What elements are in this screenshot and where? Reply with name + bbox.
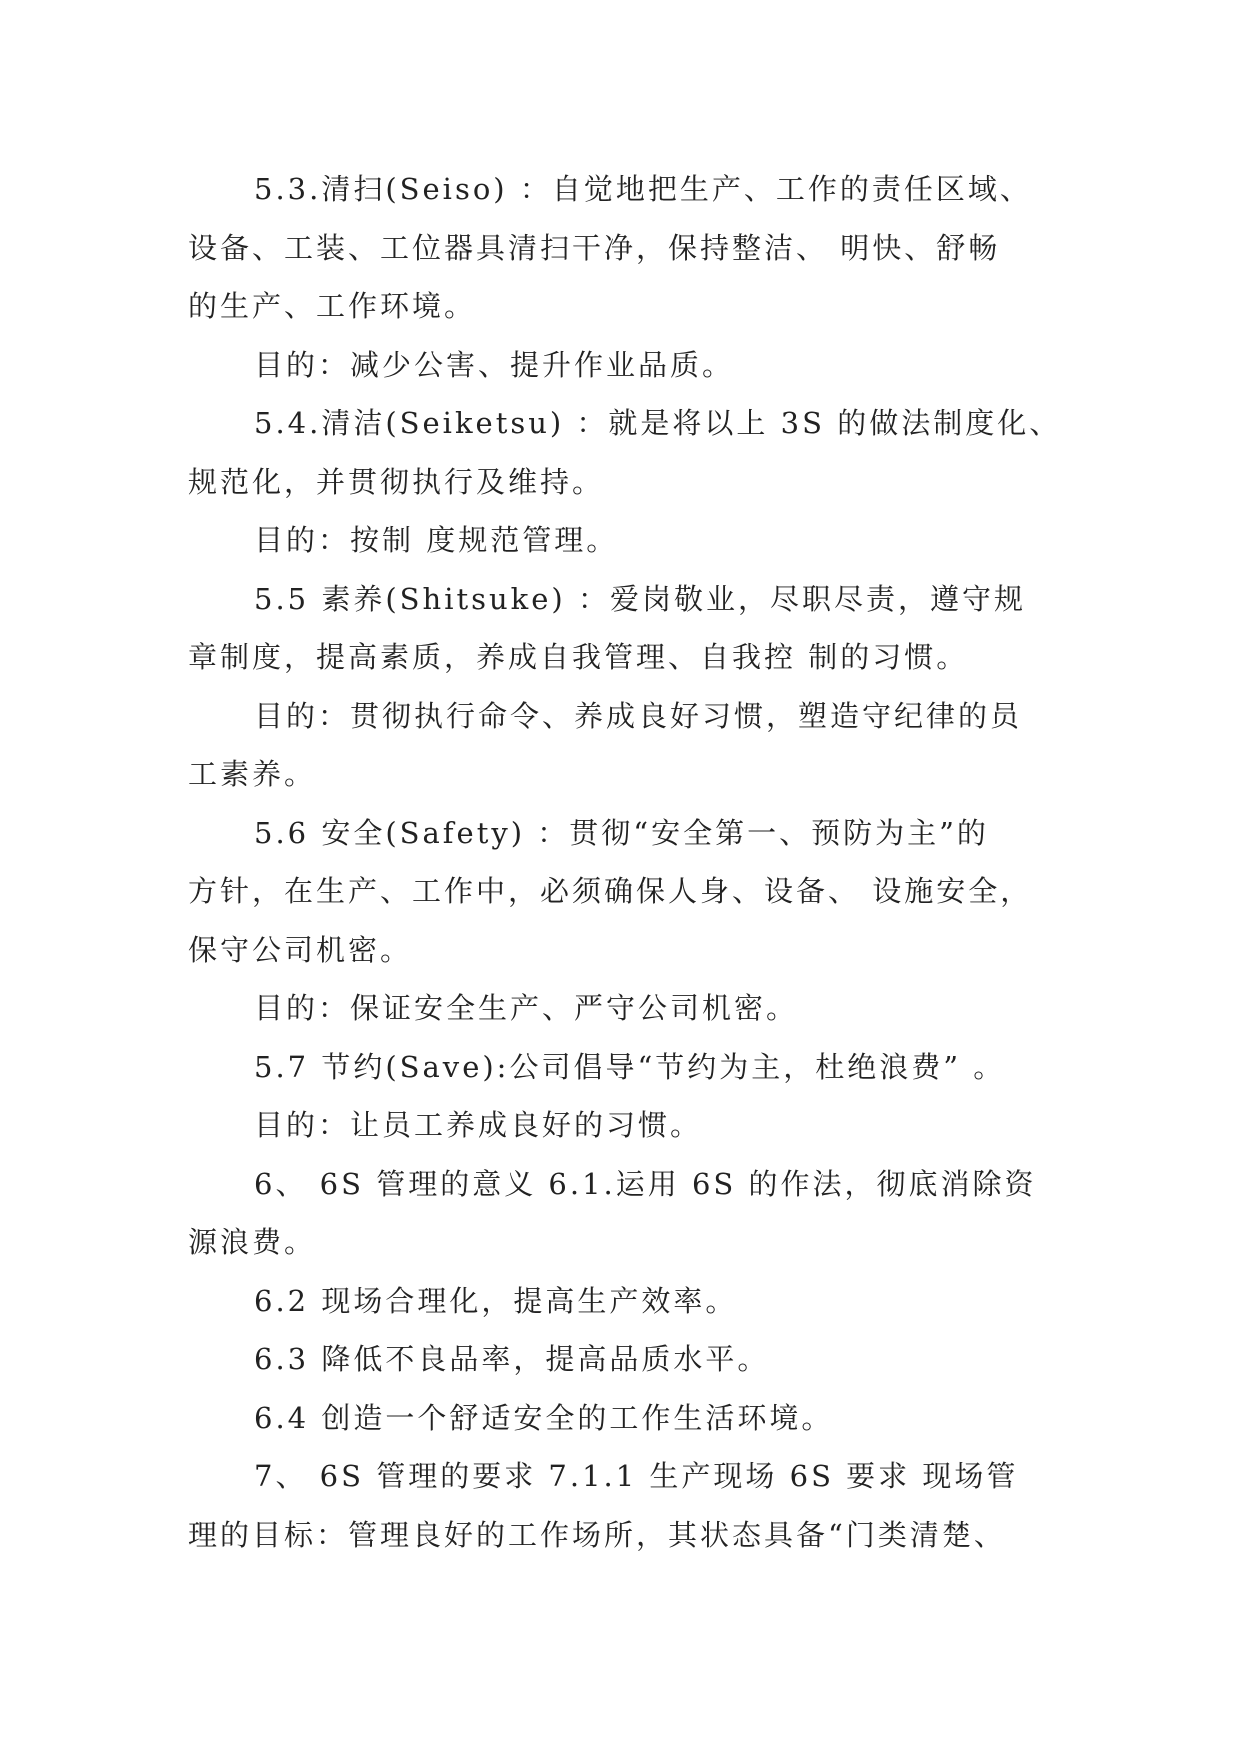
text-line: 5.7 节约(Save):公司倡导“节约为主，杜绝浪费” 。 [254,1049,1006,1084]
text-line: 章制度，提高素质，养成自我管理、自我控 制的习惯。 [188,640,969,674]
text-line: 源浪费。 [188,1225,317,1259]
text-line: 7、 6S 管理的要求 7.1.1 生产现场 6S 要求 现场管 [254,1459,1019,1493]
text-line: 方针，在生产、工作中，必须确保人身、设备、 设施安全， [188,874,1033,908]
text-line: 目的：让员工养成良好的习惯。 [254,1108,703,1142]
text-line: 目的：保证安全生产、严守公司机密。 [254,991,799,1025]
document-body [188,160,1068,1564]
text-line: 5.4.清洁(Seiketsu) ：就是将以上 3S 的做法制度化、 [254,406,1062,440]
text-line: 设备、工装、工位器具清扫干净，保持整洁、 明快、舒畅 [188,230,1001,265]
text-line: 的生产、工作环境。 [188,289,477,323]
text-line: 目的：按制 度规范管理。 [254,523,619,557]
text-line: 规范化，并贯彻执行及维持。 [188,464,605,499]
text-line: 5.5 素养(Shitsuke) ：爱岗敬业，尽职尽责，遵守规 [254,581,1026,616]
text-line: 目的：贯彻执行命令、养成良好习惯，塑造守纪律的员 [254,698,1023,733]
text-line: 理的目标：管理良好的工作场所，其状态具备“门类清楚、 [188,1517,1006,1552]
text-line: 5.3.清扫(Seiso) ：自觉地把生产、工作的责任区域、 [254,172,1032,206]
text-line: 6.3 降低不良品率，提高品质水平。 [254,1342,770,1376]
text-line: 5.6 安全(Safety) ：贯彻“安全第一、预防为主”的 [254,815,989,850]
text-line: 目的：减少公害、提升作业品质。 [254,347,735,382]
text-line: 6.2 现场合理化，提高生产效率。 [254,1283,738,1318]
text-line: 6、 6S 管理的意义 6.1.运用 6S 的作法，彻底消除资 [254,1166,1037,1201]
text-line: 工素养。 [188,757,317,791]
text-line: 保守公司机密。 [188,932,413,967]
text-line: 6.4 创造一个舒适安全的工作生活环境。 [254,1400,834,1435]
